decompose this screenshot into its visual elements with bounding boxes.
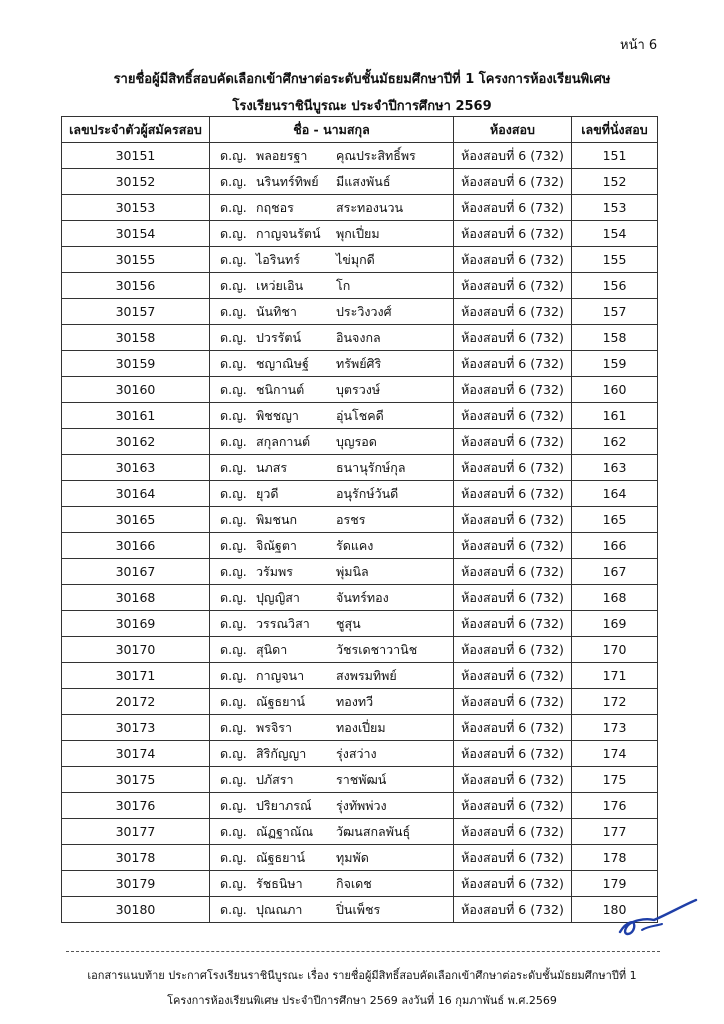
first-name: จิณัฐตา [256,538,297,553]
last-name: ประวิงวงศ์ [336,304,392,319]
table-row [62,533,658,559]
exam-room-cell: ห้องสอบที่ 6 (732) [454,897,572,923]
application-number-cell: 30169 [62,611,210,637]
last-name: สงพรมทิพย์ [336,668,397,683]
first-name: ปุญญิสา [256,590,300,605]
table-row [62,741,658,767]
seat-number-cell: 179 [572,871,658,897]
table-body [62,143,658,923]
application-number-cell: 30163 [62,455,210,481]
table-row [62,585,658,611]
table-row [62,663,658,689]
first-name: พิชชญา [256,408,299,423]
name-cell [210,273,454,299]
application-number-cell: 30179 [62,871,210,897]
exam-room-cell: ห้องสอบที่ 6 (732) [454,585,572,611]
name-prefix: ด.ญ. [220,798,247,813]
last-name: รุ่งทัพพ่วง [336,798,387,813]
last-name: รุ่งสว่าง [336,746,377,761]
table-row [62,897,658,923]
name-cell [210,299,454,325]
exam-room-cell: ห้องสอบที่ 6 (732) [454,481,572,507]
seat-number-cell: 162 [572,429,658,455]
table-row [62,637,658,663]
name-cell [210,169,454,195]
name-prefix: ด.ญ. [220,278,247,293]
table-row [62,507,658,533]
name-prefix: ด.ญ. [220,876,247,891]
last-name: อนุรักษ์วันดี [336,486,399,501]
name-prefix: ด.ญ. [220,694,247,709]
name-cell [210,663,454,689]
candidate-table [61,116,658,923]
table-row [62,299,658,325]
first-name: พลอยรฐา [256,148,308,163]
name-prefix: ด.ญ. [220,746,247,761]
application-number-cell: 30153 [62,195,210,221]
application-number-cell: 30166 [62,533,210,559]
name-cell [210,871,454,897]
name-prefix: ด.ญ. [220,772,247,787]
last-name: ชูสุน [336,616,361,631]
seat-number-cell: 173 [572,715,658,741]
table-row [62,221,658,247]
application-number-cell: 30176 [62,793,210,819]
first-name: ไอรินทร์ [256,252,301,267]
header-room: ห้องสอบ [454,117,572,143]
name-cell [210,429,454,455]
first-name: วรัมพร [256,564,293,579]
application-number-cell: 30157 [62,299,210,325]
name-prefix: ด.ญ. [220,512,247,527]
first-name: นภสร [256,460,288,475]
header-seat: เลขที่นั่งสอบ [572,117,658,143]
page-number: หน้า 6 [620,38,658,53]
application-number-cell: 30165 [62,507,210,533]
name-prefix: ด.ญ. [220,330,247,345]
table-row [62,559,658,585]
exam-room-cell: ห้องสอบที่ 6 (732) [454,195,572,221]
exam-room-cell: ห้องสอบที่ 6 (732) [454,637,572,663]
name-prefix: ด.ญ. [220,824,247,839]
seat-number-cell: 172 [572,689,658,715]
seat-number-cell: 154 [572,221,658,247]
name-cell [210,351,454,377]
application-number-cell: 30178 [62,845,210,871]
first-name: สุนิดา [256,642,288,657]
exam-room-cell: ห้องสอบที่ 6 (732) [454,559,572,585]
exam-room-cell: ห้องสอบที่ 6 (732) [454,767,572,793]
name-prefix: ด.ญ. [220,564,247,579]
last-name: จันทร์ทอง [336,590,389,605]
last-name: พุกเปี่ยม [336,226,380,241]
table-row [62,845,658,871]
exam-room-cell: ห้องสอบที่ 6 (732) [454,169,572,195]
seat-number-cell: 177 [572,819,658,845]
name-cell [210,767,454,793]
first-name: ยุวดี [256,486,279,501]
name-cell [210,325,454,351]
signature [612,896,702,940]
name-prefix: ด.ญ. [220,252,247,267]
first-name: ณัฐธยาน์ [256,694,306,709]
table-row [62,325,658,351]
last-name: ไข่มุกดี [336,252,375,267]
first-name: ปริยาภรณ์ [256,798,312,813]
document-title: รายชื่อผู้มีสิทธิ์สอบคัดเลือกเข้าศึกษาต่อระดับชั้นมัธยมศึกษาปีที่ 1 โครงการห้องเรียนพิเศษ [113,72,611,87]
exam-room-cell: ห้องสอบที่ 6 (732) [454,611,572,637]
seat-number-cell: 169 [572,611,658,637]
application-number-cell: 30152 [62,169,210,195]
exam-room-cell: ห้องสอบที่ 6 (732) [454,299,572,325]
name-prefix: ด.ญ. [220,486,247,501]
name-cell [210,793,454,819]
exam-room-cell: ห้องสอบที่ 6 (732) [454,429,572,455]
name-prefix: ด.ญ. [220,538,247,553]
application-number-cell: 30170 [62,637,210,663]
name-prefix: ด.ญ. [220,304,247,319]
first-name: ปุณณภา [256,902,303,917]
name-prefix: ด.ญ. [220,226,247,241]
table-row [62,819,658,845]
application-number-cell: 30155 [62,247,210,273]
footer-note-line1: เอกสารแนบท้าย ประกาศโรงเรียนราชินีบูรณะ เรื่อง รายชื่อผู้มีสิทธิ์สอบคัดเลือกเข้าศึกษาต่อระดับชั้นมัธยมศึกษาปีที่ 1 [87,969,637,982]
name-prefix: ด.ญ. [220,382,247,397]
first-name: กาญจนรัตน์ [256,226,321,241]
exam-room-cell: ห้องสอบที่ 6 (732) [454,793,572,819]
exam-room-cell: ห้องสอบที่ 6 (732) [454,143,572,169]
exam-room-cell: ห้องสอบที่ 6 (732) [454,715,572,741]
first-name: กาญจนา [256,668,305,683]
exam-room-cell: ห้องสอบที่ 6 (732) [454,741,572,767]
seat-number-cell: 157 [572,299,658,325]
first-name: พรจิรา [256,720,293,735]
first-name: ณัฐธยาน์ [256,850,306,865]
name-cell [210,897,454,923]
seat-number-cell: 160 [572,377,658,403]
seat-number-cell: 161 [572,403,658,429]
table-row [62,481,658,507]
name-prefix: ด.ญ. [220,460,247,475]
seat-number-cell: 176 [572,793,658,819]
name-prefix: ด.ญ. [220,148,247,163]
first-name: วรรณวิสา [256,616,310,631]
last-name: ทองทวี [336,694,374,709]
name-cell [210,221,454,247]
application-number-cell: 30159 [62,351,210,377]
last-name: ราชพัฒน์ [336,772,387,787]
seat-number-cell: 165 [572,507,658,533]
exam-room-cell: ห้องสอบที่ 6 (732) [454,663,572,689]
name-prefix: ด.ญ. [220,590,247,605]
name-prefix: ด.ญ. [220,356,247,371]
seat-number-cell: 153 [572,195,658,221]
table-row [62,429,658,455]
name-cell [210,559,454,585]
application-number-cell: 30158 [62,325,210,351]
seat-number-cell: 163 [572,455,658,481]
exam-room-cell: ห้องสอบที่ 6 (732) [454,871,572,897]
application-number-cell: 30164 [62,481,210,507]
exam-room-cell: ห้องสอบที่ 6 (732) [454,455,572,481]
name-prefix: ด.ญ. [220,850,247,865]
name-cell [210,455,454,481]
application-number-cell: 30154 [62,221,210,247]
first-name: สิริกัญญา [256,746,307,761]
name-cell [210,741,454,767]
name-cell [210,715,454,741]
table-row [62,793,658,819]
seat-number-cell: 178 [572,845,658,871]
exam-room-cell: ห้องสอบที่ 6 (732) [454,533,572,559]
name-prefix: ด.ญ. [220,408,247,423]
seat-number-cell: 151 [572,143,658,169]
seat-number-cell: 155 [572,247,658,273]
last-name: พุ่มนิล [336,564,369,579]
name-cell [210,481,454,507]
table-row [62,247,658,273]
application-number-cell: 30156 [62,273,210,299]
table-row [62,715,658,741]
seat-number-cell: 158 [572,325,658,351]
first-name: รัชธนิษา [256,876,303,891]
last-name: รัดแคง [336,538,374,553]
name-prefix: ด.ญ. [220,200,247,215]
footer-note-line2: โครงการห้องเรียนพิเศษ ประจำปีการศึกษา 2569 ลงวันที่ 16 กุมภาพันธ์ พ.ศ.2569 [167,994,557,1007]
header-application-no: เลขประจำตัวผู้สมัครสอบ [62,117,210,143]
exam-room-cell: ห้องสอบที่ 6 (732) [454,819,572,845]
seat-number-cell: 159 [572,351,658,377]
exam-room-cell: ห้องสอบที่ 6 (732) [454,377,572,403]
application-number-cell: 30173 [62,715,210,741]
seat-number-cell: 171 [572,663,658,689]
last-name: อินจงกล [336,330,381,345]
exam-room-cell: ห้องสอบที่ 6 (732) [454,351,572,377]
application-number-cell: 30177 [62,819,210,845]
application-number-cell: 30162 [62,429,210,455]
application-number-cell: 30171 [62,663,210,689]
seat-number-cell: 166 [572,533,658,559]
name-cell [210,195,454,221]
last-name: บุญรอด [336,434,377,449]
last-name: โก [336,278,351,293]
document-subtitle: โรงเรียนราชินีบูรณะ ประจำปีการศึกษา 2569 [232,99,492,114]
seat-number-cell: 156 [572,273,658,299]
first-name: นันทิชา [256,304,297,319]
seat-number-cell: 152 [572,169,658,195]
last-name: วัฒนสกลพันธุ์ [336,824,411,839]
name-prefix: ด.ญ. [220,174,247,189]
table-row [62,377,658,403]
application-number-cell: 30168 [62,585,210,611]
first-name: ณัฏฐาณัณ [256,824,314,839]
exam-room-cell: ห้องสอบที่ 6 (732) [454,325,572,351]
name-cell [210,507,454,533]
table-row [62,689,658,715]
first-name: พิมชนก [256,512,298,527]
application-number-cell: 30180 [62,897,210,923]
application-number-cell: 30160 [62,377,210,403]
name-prefix: ด.ญ. [220,642,247,657]
application-number-cell: 30151 [62,143,210,169]
seat-number-cell: 170 [572,637,658,663]
table-row [62,351,658,377]
exam-room-cell: ห้องสอบที่ 6 (732) [454,221,572,247]
table-row [62,455,658,481]
footer-divider [66,951,660,952]
table-row [62,403,658,429]
name-cell [210,377,454,403]
last-name: วัชรเดชาวานิช [336,642,418,657]
seat-number-cell: 168 [572,585,658,611]
exam-room-cell: ห้องสอบที่ 6 (732) [454,403,572,429]
last-name: ทุมพัด [336,850,369,865]
last-name: อุ่นโชคดี [336,408,384,423]
table-row [62,611,658,637]
last-name: ปิ่นเพ็ชร [336,902,381,917]
first-name: เหว่ยเอิน [256,278,304,293]
header-name: ชื่อ - นามสกุล [210,117,454,143]
last-name: คุณประสิทธิ์พร [336,148,416,163]
exam-room-cell: ห้องสอบที่ 6 (732) [454,273,572,299]
table-row [62,871,658,897]
last-name: ทรัพย์ศิริ [336,356,382,371]
name-cell [210,585,454,611]
seat-number-cell: 180 [572,897,658,923]
name-cell [210,689,454,715]
application-number-cell: 20172 [62,689,210,715]
exam-room-cell: ห้องสอบที่ 6 (732) [454,689,572,715]
table-row [62,169,658,195]
seat-number-cell: 167 [572,559,658,585]
application-number-cell: 30174 [62,741,210,767]
last-name: ธนานุรักษ์กุล [336,460,406,475]
last-name: กิจเดช [336,876,372,891]
exam-room-cell: ห้องสอบที่ 6 (732) [454,247,572,273]
first-name: นรินทร์ทิพย์ [256,174,319,189]
first-name: ชนิกานต์ [256,382,305,397]
name-cell [210,845,454,871]
name-cell [210,819,454,845]
first-name: สกุลกานต์ [256,434,311,449]
first-name: กฤชอร [256,200,294,215]
last-name: บุตรวงษ์ [336,382,381,397]
name-prefix: ด.ญ. [220,720,247,735]
seat-number-cell: 174 [572,741,658,767]
last-name: มีแสงพันธ์ [336,174,391,189]
table-row [62,767,658,793]
exam-room-cell: ห้องสอบที่ 6 (732) [454,845,572,871]
last-name: ทองเปี่ยม [336,720,386,735]
name-cell [210,637,454,663]
name-cell [210,611,454,637]
name-cell [210,403,454,429]
name-cell [210,533,454,559]
last-name: อรชร [336,512,366,527]
exam-room-cell: ห้องสอบที่ 6 (732) [454,507,572,533]
application-number-cell: 30167 [62,559,210,585]
name-prefix: ด.ญ. [220,616,247,631]
application-number-cell: 30175 [62,767,210,793]
application-number-cell: 30161 [62,403,210,429]
first-name: ชญาณิษฐ์ [256,356,309,371]
name-cell [210,247,454,273]
table-row [62,143,658,169]
name-cell [210,143,454,169]
first-name: ปภัสรา [256,772,294,787]
seat-number-cell: 175 [572,767,658,793]
table-row [62,273,658,299]
last-name: สระทองนวน [336,200,404,215]
name-prefix: ด.ญ. [220,668,247,683]
table-row [62,195,658,221]
table-header-row [62,117,658,143]
name-prefix: ด.ญ. [220,434,247,449]
name-prefix: ด.ญ. [220,902,247,917]
first-name: ปวรรัตน์ [256,330,302,345]
seat-number-cell: 164 [572,481,658,507]
